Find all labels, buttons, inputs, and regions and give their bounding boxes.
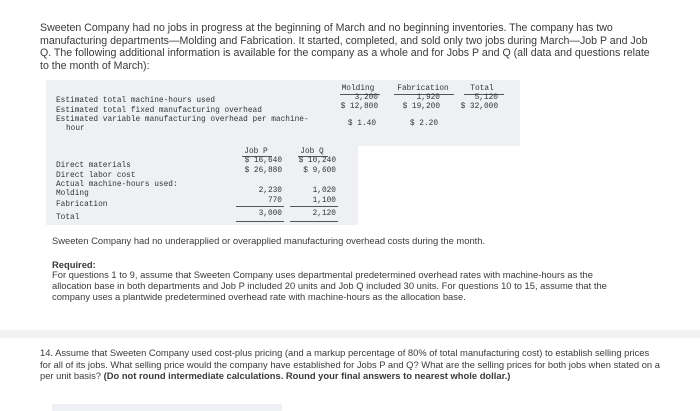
job-row-q: $ 9,600: [303, 167, 336, 175]
dept-row-label-cont: hour: [66, 125, 85, 133]
dept-row-fabrication: $ 2.20: [409, 120, 438, 128]
job-row-p: 2,230: [258, 187, 282, 195]
job-row-p: $ 16,640: [244, 157, 282, 165]
required-heading: Required:: [52, 259, 96, 270]
answer-table-edge: [52, 404, 282, 411]
job-row-q: 1,020: [312, 187, 336, 195]
dept-row-label: Estimated total machine-hours used: [56, 97, 216, 105]
job-row-q: 2,120: [312, 210, 336, 218]
header-job-q: Job Q: [300, 148, 324, 156]
job-row-label: Direct materials: [56, 162, 131, 170]
dept-row-molding: $ 1.40: [347, 120, 376, 128]
header-job-p: Job P: [244, 148, 268, 156]
job-row-label: Molding: [56, 190, 89, 198]
job-row-label: Total: [56, 214, 80, 222]
job-row-label: Direct labor cost: [56, 172, 136, 180]
total-double-underline-job-p: [236, 221, 284, 222]
question-instructions: (Do not round intermediate calculations. Round your final answers to nearest whole dollar.): [103, 370, 511, 382]
total-double-underline-job-q: [290, 221, 338, 222]
dept-row-molding: $ 12,800: [340, 103, 378, 111]
intro-paragraph: Sweeten Company had no jobs in progress at the beginning of March and no beginning inventories. The company has two manufacturing departments—Molding and Fabrication. It started, completed, and sold only two jobs during March—Job P and Job Q. The following additional information is available for the company as a whole and for Jobs P and Q (all data and questions relate to the month of March):: [40, 22, 650, 72]
dept-row-total: 5,120: [474, 94, 498, 102]
total-underline-job-q: [290, 206, 338, 207]
job-row-p: 3,000: [258, 210, 282, 218]
job-row-q: $ 10,240: [298, 157, 336, 165]
header-fabrication: Fabrication: [397, 85, 449, 93]
dept-row-fabrication: $ 19,200: [402, 103, 440, 111]
header-molding: Molding: [341, 85, 375, 93]
job-row-q: 1,100: [312, 197, 336, 205]
job-row-label: Fabrication: [56, 201, 108, 209]
job-row-p: 770: [267, 197, 282, 205]
total-underline-job-p: [236, 206, 284, 207]
header-total: Total: [470, 85, 494, 93]
dept-row-fabrication: 1,920: [416, 94, 440, 102]
dept-row-molding: 3,200: [354, 94, 378, 102]
section-divider: [0, 330, 700, 338]
job-row-p: $ 26,880: [244, 167, 282, 175]
overhead-note: Sweeten Company had no underapplied or overapplied manufacturing overhead costs during the month.: [52, 235, 486, 246]
question-text: 14. Assume that Sweeten Company used cost-plus pricing (and a markup percentage of 80% of total manufacturing cost) to establish selling prices for all of its jobs. What selling price would the company have established for Jobs P and Q? What are the selling prices for both jobs when stated on a per unit basis?: [40, 347, 660, 382]
dept-row-total: $ 32,000: [460, 103, 498, 111]
dept-row-label: Estimated variable manufacturing overhead per machine-: [56, 116, 309, 124]
required-text: For questions 1 to 9, assume that Sweeten Company uses departmental predetermined overhead rates with machine-hours as the allocation base in both departments and Job P included 20 units and Job Q included 30 units. For questions 10 to 15, assume that the company uses a plantwide predetermined overhead rate with machine-hours as the allocation base.: [52, 269, 607, 303]
job-row-label: Actual machine-hours used:: [56, 181, 178, 189]
question-14: [40, 347, 660, 382]
dept-row-label: Estimated total fixed manufacturing overhead: [56, 107, 262, 115]
